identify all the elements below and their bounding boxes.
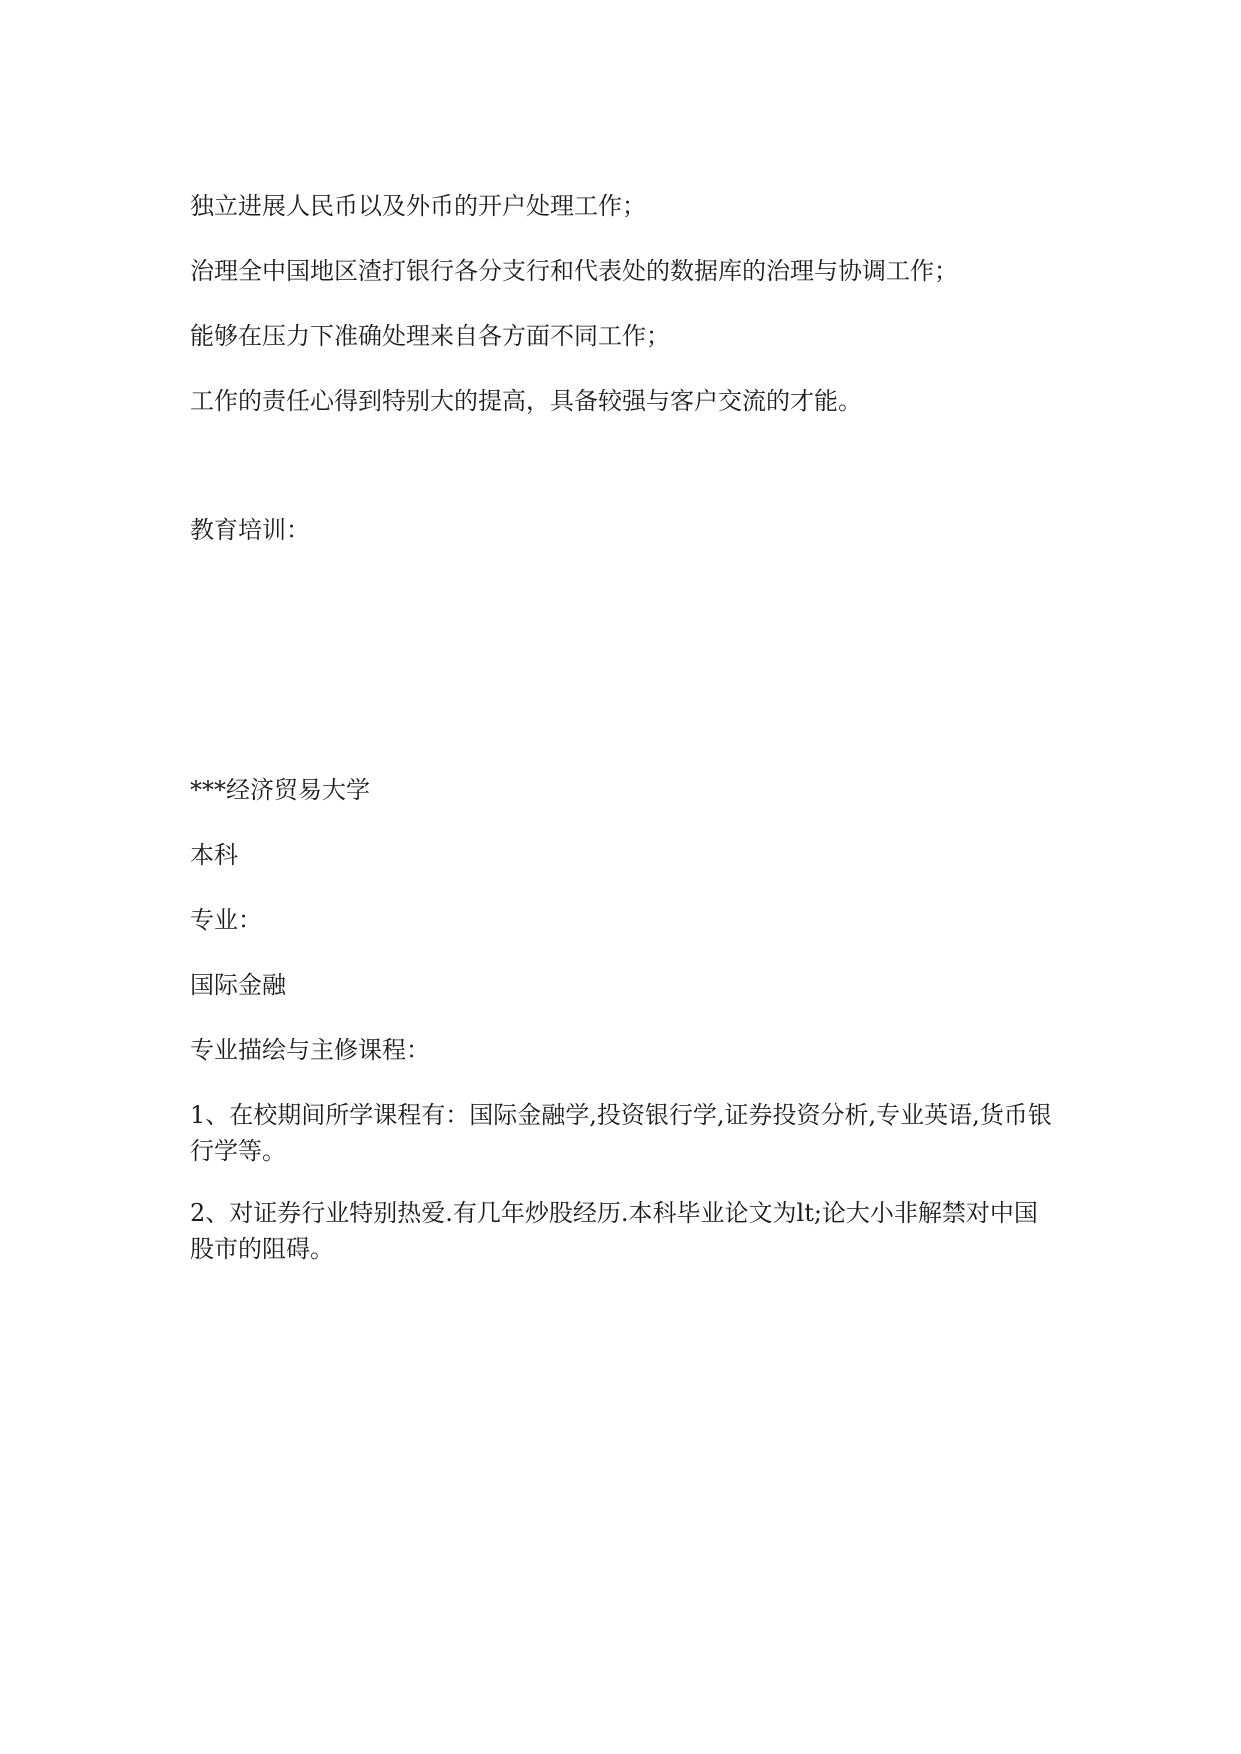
education-heading: 教育培训： [190,516,310,544]
course-item-2: 2、对证券行业特别热爱.有几年炒股经历.本科毕业论文为lt;论大小非解禁对中国股市的阻碍。 [190,1199,1038,1263]
courses-heading: 专业描绘与主修课程： [190,1036,430,1064]
course-item-1: 1、在校期间所学课程有：国际金融学,投资银行学,证券投资分析,专业英语,货币银行学等。 [190,1101,1052,1165]
duty-line-1: 独立进展人民币以及外币的开户处理工作； [190,192,646,220]
duty-line-4: 工作的责任心得到特别大的提高，具备较强与客户交流的才能。 [190,387,862,415]
major-value: 国际金融 [190,971,286,999]
school-name: ***经济贸易大学 [190,776,370,804]
duty-line-2: 治理全中国地区渣打银行各分支行和代表处的数据库的治理与协调工作； [190,257,958,285]
major-label: 专业： [190,906,262,934]
duty-line-3: 能够在压力下准确处理来自各方面不同工作； [190,322,670,350]
degree: 本科 [190,841,238,869]
